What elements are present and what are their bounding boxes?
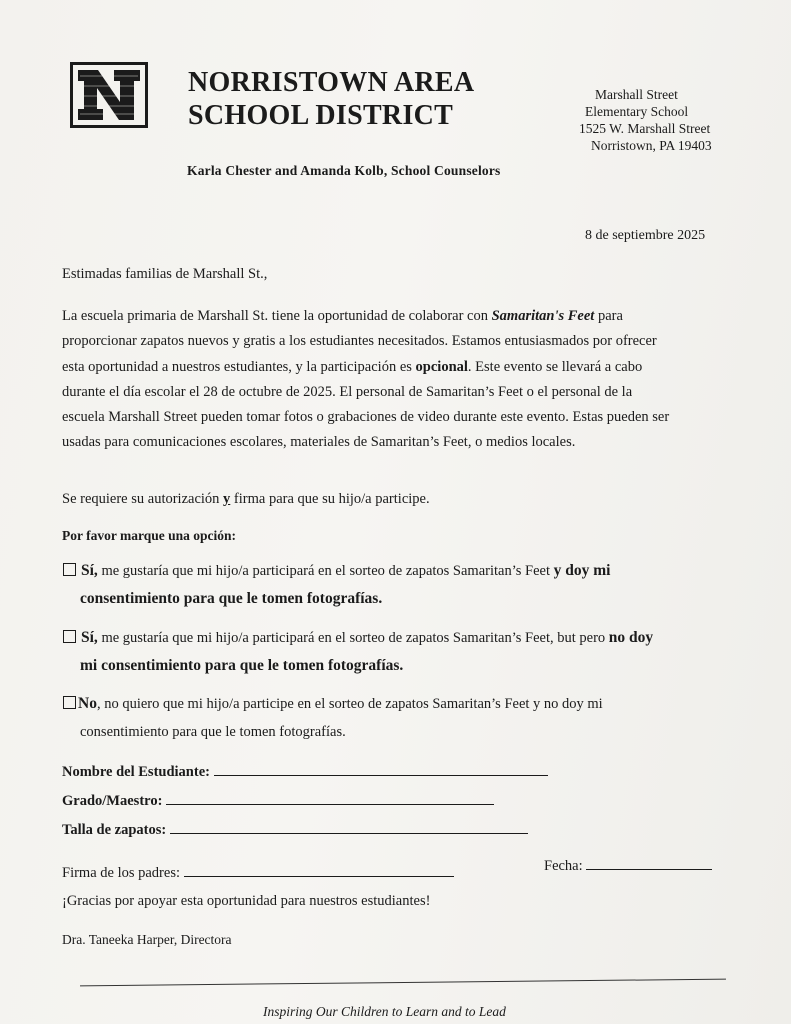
footer-divider bbox=[80, 979, 726, 987]
date-field: Fecha: bbox=[544, 855, 712, 875]
body-line: usadas para comunicaciones escolares, materiales de Samaritan’s Feet, o medios locales. bbox=[62, 434, 576, 451]
option-2-line-1: Sí, me gustaría que mi hijo/a participará en el sorteo de zapatos Samaritan’s Feet, but pero no doy bbox=[63, 630, 653, 646]
body-paragraph bbox=[62, 304, 742, 456]
option-1-line-2: consentimiento para que le tomen fotografías. bbox=[80, 590, 383, 607]
shoe-size-line[interactable] bbox=[170, 819, 528, 834]
grade-teacher-field: Grado/Maestro: bbox=[62, 790, 494, 810]
district-line-2: SCHOOL DISTRICT bbox=[188, 100, 454, 131]
school-line: 1525 W. Marshall Street bbox=[579, 121, 711, 136]
option-1-line-1: Sí, me gustaría que mi hijo/a participará en el sorteo de zapatos Samaritan’s Feet y doy mi bbox=[63, 563, 610, 579]
greeting: Estimadas familias de Marshall St., bbox=[62, 266, 268, 282]
thanks-line: ¡Gracias por apoyar esta oportunidad para nuestros estudiantes! bbox=[62, 893, 431, 909]
district-line-1: NORRISTOWN AREA bbox=[188, 67, 475, 98]
checkbox-option-2[interactable] bbox=[63, 630, 76, 643]
grade-teacher-line[interactable] bbox=[166, 790, 494, 805]
school-line: Norristown, PA 19403 bbox=[591, 138, 712, 153]
district-name bbox=[188, 66, 474, 132]
option-2-line-2: mi consentimiento para que le tomen fotografías. bbox=[80, 657, 404, 674]
student-name-field: Nombre del Estudiante: bbox=[62, 761, 548, 781]
parent-signature-line[interactable] bbox=[184, 862, 454, 877]
letter-n-logo-icon bbox=[70, 62, 148, 128]
school-address bbox=[579, 86, 712, 154]
option-3-line-2: consentimiento para que le tomen fotografías. bbox=[80, 724, 346, 740]
checkbox-option-1[interactable] bbox=[63, 563, 76, 576]
footer-motto: Inspiring Our Children to Learn and to Lead bbox=[263, 1004, 506, 1019]
student-name-line[interactable] bbox=[214, 761, 548, 776]
letter-date: 8 de septiembre 2025 bbox=[585, 228, 706, 243]
parent-signature-field: Firma de los padres: bbox=[62, 862, 454, 882]
body-line: durante el día escolar el 28 de octubre de 2025. El personal de Samaritan’s Feet o el personal de la bbox=[62, 383, 633, 400]
school-line: Marshall Street bbox=[595, 87, 678, 102]
option-3-line-1: No, no quiero que mi hijo/a participe en el sorteo de zapatos Samaritan’s Feet y no doy mi bbox=[63, 696, 603, 712]
option-no bbox=[63, 690, 603, 746]
body-line: proporcionar zapatos nuevos y gratis a los estudiantes necesitados. Estamos entusiasmados por ofrecer bbox=[62, 333, 657, 350]
director-signature: Dra. Taneeka Harper, Directora bbox=[62, 932, 232, 947]
authorization-note: Se requiere su autorización y firma para que su hijo/a participe. bbox=[62, 491, 430, 507]
date-line[interactable] bbox=[586, 855, 712, 870]
options-heading: Por favor marque una opción: bbox=[62, 528, 237, 543]
body-line: esta oportunidad a nuestros estudiantes, y la participación es opcional. Este evento se llevará a cabo bbox=[62, 358, 643, 375]
body-line: escuela Marshall Street pueden tomar fotos o grabaciones de video durante este evento. Estas pueden ser bbox=[62, 409, 670, 426]
shoe-size-field: Talla de zapatos: bbox=[62, 819, 528, 839]
option-yes-photos bbox=[63, 557, 610, 613]
school-line: Elementary School bbox=[585, 104, 689, 119]
body-line: La escuela primaria de Marshall St. tiene la oportunidad de colaborar con Samaritan's Feet para bbox=[62, 308, 623, 324]
counselors-line: Karla Chester and Amanda Kolb, School Counselors bbox=[187, 163, 501, 178]
checkbox-option-3[interactable] bbox=[63, 696, 76, 709]
option-yes-no-photos bbox=[63, 624, 653, 680]
